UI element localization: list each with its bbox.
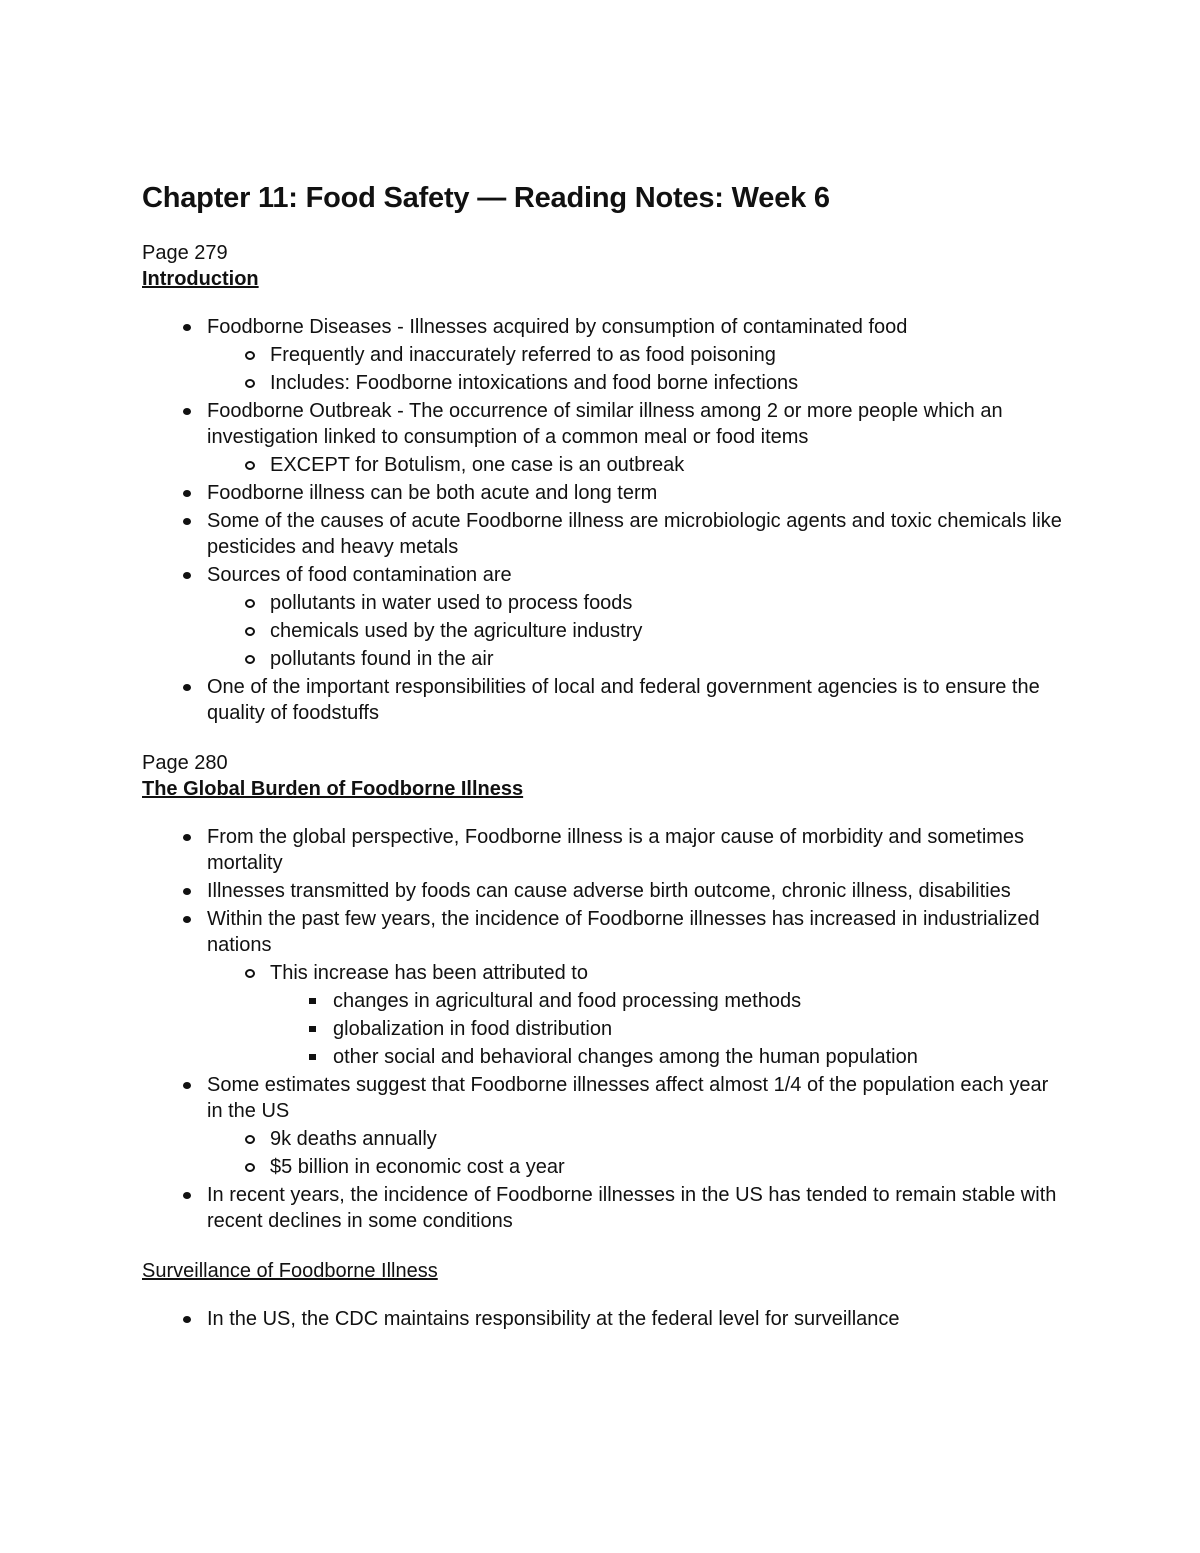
section-spacer	[142, 728, 1062, 750]
list-item-text: pollutants found in the air	[270, 648, 494, 670]
bullet-disc-icon	[183, 684, 191, 691]
list-item-text: Sources of food contamination are	[207, 564, 512, 586]
list-item	[142, 646, 1062, 672]
list-item	[142, 1126, 1062, 1152]
list-item-text: Some estimates suggest that Foodborne illnesses affect almost 1/4 of the population each year in the US	[207, 1074, 1049, 1122]
list-item	[142, 342, 1062, 368]
list-item	[142, 1154, 1062, 1180]
list-item-text: Foodborne Outbreak - The occurrence of similar illness among 2 or more people which an investigation linked to consumption of a common meal or food items	[207, 400, 1003, 448]
list-item	[142, 1072, 1062, 1124]
subsection-heading: Surveillance of Foodborne Illness	[142, 1260, 438, 1282]
section-global-burden	[142, 750, 1062, 1234]
list-item	[142, 452, 1062, 478]
list-item-text: Within the past few years, the incidence of Foodborne illnesses has increased in industrialized nations	[207, 908, 1040, 956]
bullet-circle-icon	[245, 351, 255, 360]
list-item	[142, 906, 1062, 958]
section-heading: Introduction	[142, 268, 259, 290]
bullet-disc-icon	[183, 916, 191, 923]
list-item-text: In recent years, the incidence of Foodborne illnesses in the US has tended to remain stable with recent declines in some conditions	[207, 1184, 1057, 1232]
bullet-disc-icon	[183, 1082, 191, 1089]
page-reference: Page 280	[142, 752, 228, 774]
list-item-text: globalization in food distribution	[333, 1018, 613, 1040]
bullet-disc-icon	[183, 408, 191, 415]
list-item-text: 9k deaths annually	[270, 1128, 437, 1150]
bullet-list	[142, 824, 1062, 1234]
list-item-text: pollutants in water used to process foods	[270, 592, 633, 614]
bullet-disc-icon	[183, 1192, 191, 1199]
list-item-text: Illnesses transmitted by foods can cause adverse birth outcome, chronic illness, disabilities	[207, 880, 1011, 902]
list-item-text: chemicals used by the agriculture industry	[270, 620, 643, 642]
section-heading: The Global Burden of Foodborne Illness	[142, 778, 524, 800]
bullet-circle-icon	[245, 655, 255, 664]
list-item	[142, 562, 1062, 588]
document-title: Chapter 11: Food Safety — Reading Notes: Week 6	[142, 182, 830, 214]
list-item-text: $5 billion in economic cost a year	[270, 1156, 565, 1178]
bullet-disc-icon	[183, 324, 191, 331]
bullet-disc-icon	[183, 518, 191, 525]
section-spacer	[142, 1236, 1062, 1258]
list-item	[142, 674, 1062, 726]
bullet-disc-icon	[183, 834, 191, 841]
bullet-circle-icon	[245, 461, 255, 470]
bullet-list	[142, 1306, 1062, 1332]
bullet-disc-icon	[183, 1316, 191, 1323]
section-introduction	[142, 240, 1062, 726]
bullet-disc-icon	[183, 572, 191, 579]
bullet-square-icon	[309, 1026, 316, 1032]
bullet-square-icon	[309, 1054, 316, 1060]
list-item	[142, 1182, 1062, 1234]
document-page	[142, 178, 1062, 1334]
list-item	[142, 398, 1062, 450]
list-item-text: From the global perspective, Foodborne illness is a major cause of morbidity and sometimes mortality	[207, 826, 1025, 874]
list-item-text: EXCEPT for Botulism, one case is an outbreak	[270, 454, 685, 476]
list-item	[142, 618, 1062, 644]
list-item-text: In the US, the CDC maintains responsibility at the federal level for surveillance	[207, 1308, 900, 1330]
list-item	[142, 1044, 1062, 1070]
list-item-text: This increase has been attributed to	[270, 962, 588, 984]
bullet-circle-icon	[245, 379, 255, 388]
bullet-square-icon	[309, 998, 316, 1004]
list-item	[142, 1016, 1062, 1042]
list-item-text: Frequently and inaccurately referred to as food poisoning	[270, 344, 776, 366]
list-item	[142, 508, 1062, 560]
list-item-text: changes in agricultural and food processing methods	[333, 990, 802, 1012]
list-item	[142, 370, 1062, 396]
bullet-list	[142, 314, 1062, 726]
bullet-disc-icon	[183, 888, 191, 895]
bullet-circle-icon	[245, 1135, 255, 1144]
list-item	[142, 824, 1062, 876]
bullet-circle-icon	[245, 599, 255, 608]
section-surveillance	[142, 1258, 1062, 1332]
list-item-text: Includes: Foodborne intoxications and food borne infections	[270, 372, 799, 394]
list-item-text: Foodborne illness can be both acute and long term	[207, 482, 658, 504]
list-item-text: other social and behavioral changes among the human population	[333, 1046, 918, 1068]
list-item	[142, 1306, 1062, 1332]
list-item	[142, 590, 1062, 616]
list-item-text: One of the important responsibilities of local and federal government agencies is to ensure the quality of foodstuffs	[207, 676, 1040, 724]
bullet-circle-icon	[245, 627, 255, 636]
list-item-text: Some of the causes of acute Foodborne illness are microbiologic agents and toxic chemicals like pesticides and heavy metals	[207, 510, 1062, 558]
list-item	[142, 878, 1062, 904]
bullet-disc-icon	[183, 490, 191, 497]
bullet-circle-icon	[245, 1163, 255, 1172]
list-item	[142, 314, 1062, 340]
list-item	[142, 480, 1062, 506]
page-reference: Page 279	[142, 242, 228, 264]
bullet-circle-icon	[245, 969, 255, 978]
list-item	[142, 988, 1062, 1014]
list-item	[142, 960, 1062, 986]
list-item-text: Foodborne Diseases - Illnesses acquired by consumption of contaminated food	[207, 316, 908, 338]
